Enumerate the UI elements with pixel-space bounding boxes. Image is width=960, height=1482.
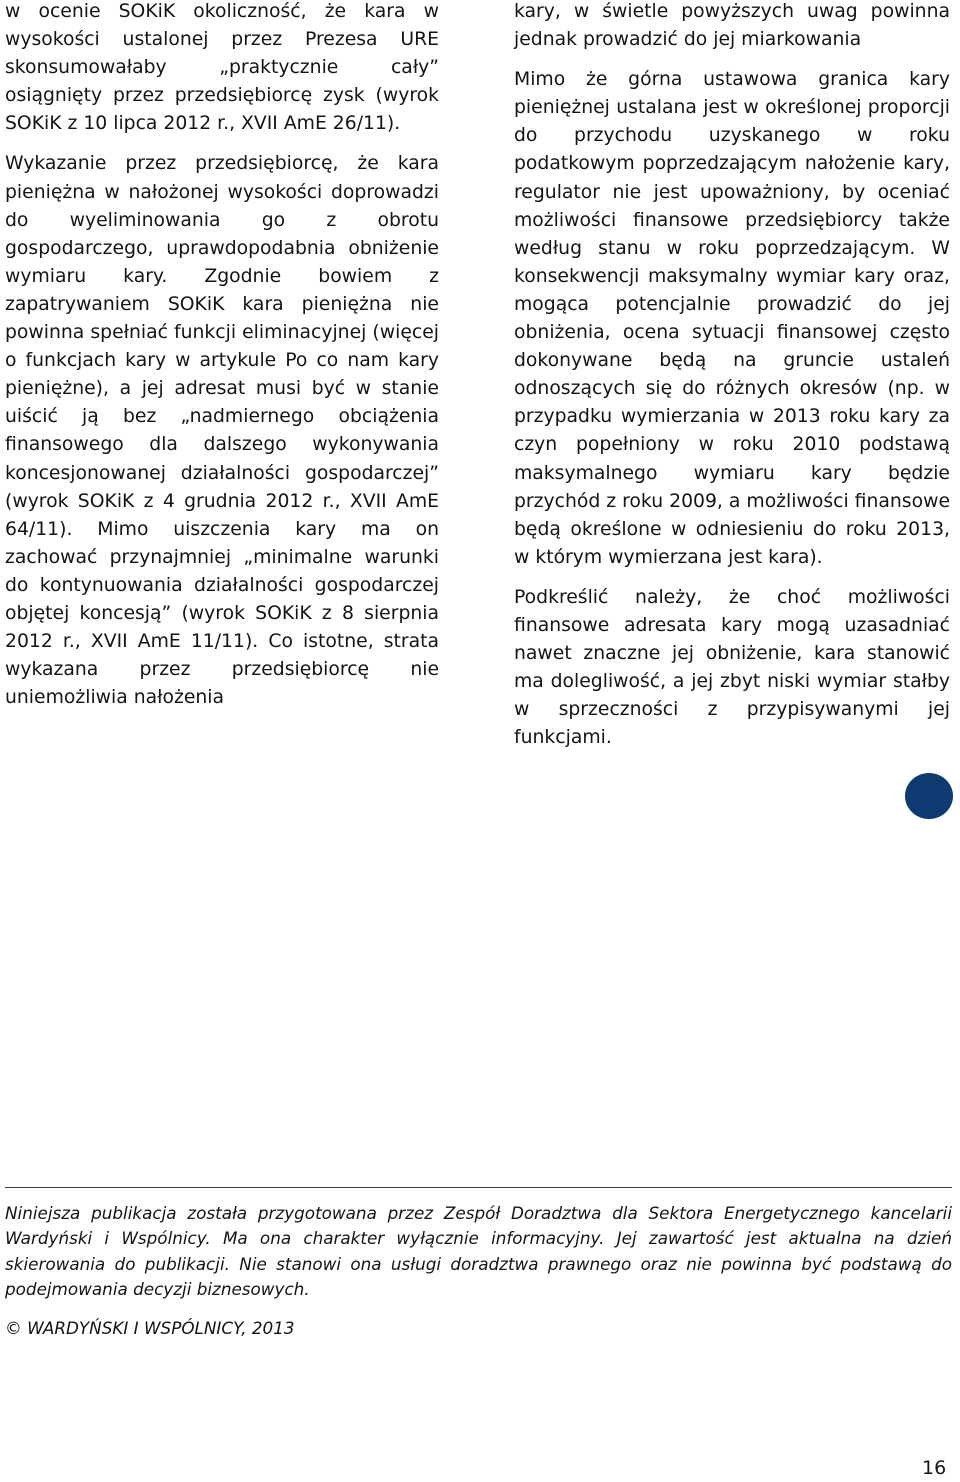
footer-divider (5, 1187, 952, 1188)
page-number: 16 (922, 1457, 947, 1479)
section-end-dot-icon (905, 773, 953, 819)
left-paragraph-2: Wykazanie przez przedsiębiorcę, że kara pieniężna w nałożonej wysokości doprowadzi do wyeliminowania go z obrotu gospodarczego, uprawdopodabnia obniżenie wymiaru kary. Zgodnie bowiem z zapatrywaniem SOKiK kara pieniężna nie powinna spełniać funkcji eliminacyjnej (więcej o funkcjach kary w artykule Po co nam kary pieniężne), a jej adresat musi być w stanie uiścić ją bez „nadmiernego obciążenia finansowego dla dalszego wykonywania koncesjonowanej działalności gospodarczej” (wyrok SOKiK z 4 grudnia 2012 r., XVII AmE 64/11). Mimo uiszczenia kary ma on zachować przynajmniej „minimalne warunki do kontynuowania działalności gospodarczej objętej koncesją” (wyrok SOKiK z 8 sierpnia 2012 r., XVII AmE 11/11). Co istotne, strata wykazana przez przedsiębiorcę nie uniemożliwia nałożenia (5, 153, 439, 709)
right-text-column (514, 0, 950, 752)
right-paragraph-1: kary, w świetle powyższych uwag powinna jednak prowadzić do jej miarkowania (514, 1, 950, 51)
right-paragraph-2: Mimo że górna ustawowa granica kary pieniężnej ustalana jest w określonej proporcji do przychodu uzyskanego w roku podatkowym poprzedzającym nałożenie kary, regulator nie jest upoważniony, by oceniać możliwości finansowe przedsiębiorcy także według stanu w roku poprzedzającym. W konsekwencji maksymalny wymiar kary oraz, mogąca potencjalnie prowadzić do jej obniżenia, ocena sytuacji finansowej często dokonywane będą na gruncie ustaleń odnoszących się do różnych okresów (np. w przypadku wymierzania w 2013 roku kary za czyn popełniony w roku 2010 podstawą maksymalnego wymiaru kary będzie przychód z roku 2009, a możliwości finansowe będą określone w odniesieniu do roku 2013, w którym wymierzana jest kara). (514, 69, 950, 568)
left-paragraph-1: w ocenie SOKiK okoliczność, że kara w wysokości ustalonej przez Prezesa URE skonsumowałaby „praktycznie cały” osiągnięty przez przedsiębiorcę zysk (wyrok SOKiK z 10 lipca 2012 r., XVII AmE 26/11). (5, 1, 439, 135)
footer-disclaimer: Niniejsza publikacja została przygotowana przez Zespół Doradztwa dla Sektora Energetycznego kancelarii Wardyński i Wspólnicy. Ma ona charakter wyłącznie informacyjny. Jej zawartość jest aktualna na dzień skierowania do publikacji. Nie stanowi ona usługi doradztwa prawnego oraz nie powinna być podstawą do podejmowania decyzji biznesowych. (5, 1203, 952, 1300)
left-text-column (5, 0, 439, 712)
footer-copyright: © WARDYŃSKI I WSPÓLNICY, 2013 (5, 1318, 295, 1338)
right-paragraph-3: Podkreślić należy, że choć możliwości finansowe adresata kary mogą uzasadniać nawet znaczne jej obniżenie, kara stanowić ma dolegliwość, a jej zbyt niski wymiar stałby w sprzeczności z przypisywanymi jej funkcjami. (514, 586, 950, 749)
